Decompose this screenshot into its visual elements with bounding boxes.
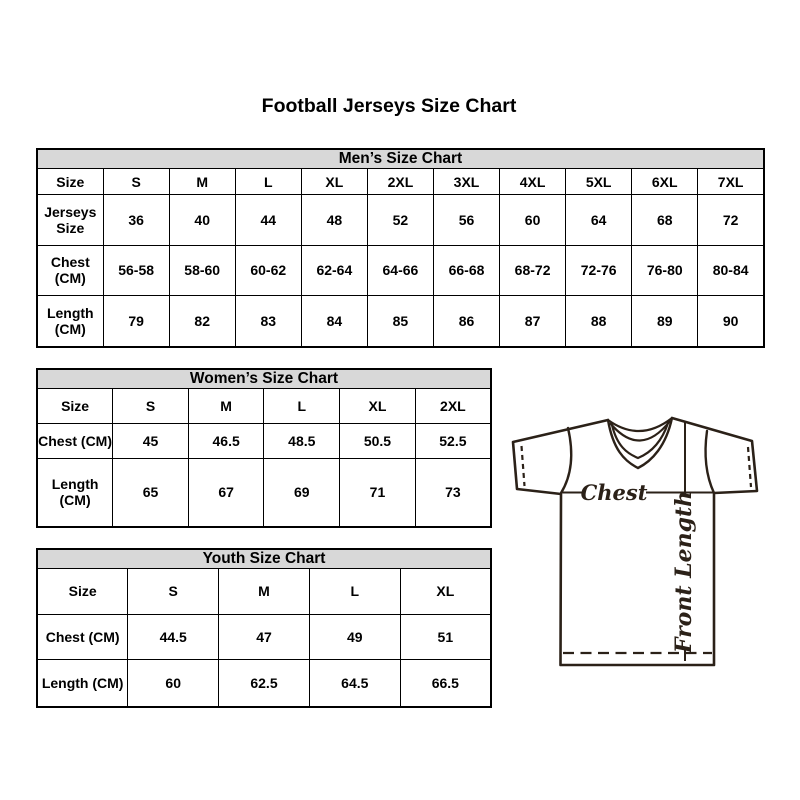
size-cell: XL bbox=[400, 569, 491, 615]
table-row bbox=[37, 423, 491, 458]
row-label: Chest (CM) bbox=[37, 614, 128, 660]
table-row bbox=[37, 389, 491, 424]
size-cell: 3XL bbox=[433, 169, 499, 195]
size-cell: 90 bbox=[698, 296, 764, 347]
size-cell: 84 bbox=[301, 296, 367, 347]
table-title-row bbox=[37, 549, 491, 569]
size-cell: 48.5 bbox=[264, 423, 340, 458]
row-label: Size bbox=[37, 169, 103, 195]
size-cell: 7XL bbox=[698, 169, 764, 195]
size-cell: 69 bbox=[264, 458, 340, 527]
left-armhole-seam bbox=[561, 428, 571, 493]
size-cell: L bbox=[235, 169, 301, 195]
size-cell: 85 bbox=[367, 296, 433, 347]
womens-size-table bbox=[36, 368, 492, 528]
table-row bbox=[37, 458, 491, 527]
size-cell: 72-76 bbox=[566, 245, 632, 296]
table-row bbox=[37, 614, 491, 660]
size-cell: XL bbox=[301, 169, 367, 195]
size-cell: 45 bbox=[113, 423, 189, 458]
size-cell: 66.5 bbox=[400, 660, 491, 707]
front-length-label: Front Length bbox=[671, 490, 697, 654]
size-cell: 76-80 bbox=[632, 245, 698, 296]
size-cell: 64-66 bbox=[367, 245, 433, 296]
right-armhole-seam bbox=[706, 431, 714, 493]
size-cell: 65 bbox=[113, 458, 189, 527]
row-label: Chest (CM) bbox=[37, 423, 113, 458]
size-cell: 44 bbox=[235, 195, 301, 246]
size-cell: 80-84 bbox=[698, 245, 764, 296]
row-label: Jerseys Size bbox=[37, 195, 103, 246]
size-cell: 44.5 bbox=[128, 614, 219, 660]
size-cell: 49 bbox=[309, 614, 400, 660]
table-row bbox=[37, 569, 491, 615]
size-cell: 2XL bbox=[367, 169, 433, 195]
table-title: Men’s Size Chart bbox=[37, 149, 764, 169]
right-cuff-dashed-line bbox=[748, 447, 751, 487]
size-cell: M bbox=[169, 169, 235, 195]
table-title: Youth Size Chart bbox=[37, 549, 491, 569]
table-row bbox=[37, 245, 764, 296]
size-cell: 62.5 bbox=[219, 660, 310, 707]
table-title: Women’s Size Chart bbox=[37, 369, 491, 389]
size-cell: S bbox=[128, 569, 219, 615]
row-label: Length (CM) bbox=[37, 660, 128, 707]
size-cell: 47 bbox=[219, 614, 310, 660]
size-cell: 56-58 bbox=[103, 245, 169, 296]
table-row bbox=[37, 296, 764, 347]
size-cell: M bbox=[188, 389, 264, 424]
row-label: Length (CM) bbox=[37, 458, 113, 527]
size-cell: L bbox=[309, 569, 400, 615]
row-label: Size bbox=[37, 389, 113, 424]
row-label: Size bbox=[37, 569, 128, 615]
size-cell: 46.5 bbox=[188, 423, 264, 458]
size-cell: 79 bbox=[103, 296, 169, 347]
table-row bbox=[37, 660, 491, 707]
size-cell: 50.5 bbox=[340, 423, 416, 458]
table-title-row bbox=[37, 369, 491, 389]
size-cell: 60-62 bbox=[235, 245, 301, 296]
size-cell: 58-60 bbox=[169, 245, 235, 296]
table-row bbox=[37, 195, 764, 246]
size-cell: 83 bbox=[235, 296, 301, 347]
row-label: Length (CM) bbox=[37, 296, 103, 347]
size-cell: 64 bbox=[566, 195, 632, 246]
size-cell: 73 bbox=[415, 458, 491, 527]
size-cell: 52 bbox=[367, 195, 433, 246]
size-cell: 4XL bbox=[500, 169, 566, 195]
size-cell: 2XL bbox=[415, 389, 491, 424]
size-cell: 6XL bbox=[632, 169, 698, 195]
size-cell: 51 bbox=[400, 614, 491, 660]
left-cuff-dashed-line bbox=[522, 446, 525, 486]
size-cell: 36 bbox=[103, 195, 169, 246]
size-cell: S bbox=[113, 389, 189, 424]
size-cell: 66-68 bbox=[433, 245, 499, 296]
youth-size-table bbox=[36, 548, 492, 708]
size-cell: 71 bbox=[340, 458, 416, 527]
size-cell: 68-72 bbox=[500, 245, 566, 296]
size-cell: L bbox=[264, 389, 340, 424]
size-cell: 87 bbox=[500, 296, 566, 347]
size-cell: 88 bbox=[566, 296, 632, 347]
mens-size-table bbox=[36, 148, 765, 348]
row-label: Chest (CM) bbox=[37, 245, 103, 296]
size-cell: 67 bbox=[188, 458, 264, 527]
size-cell: 64.5 bbox=[309, 660, 400, 707]
size-cell: S bbox=[103, 169, 169, 195]
jersey-outline bbox=[513, 418, 757, 665]
size-cell: 60 bbox=[500, 195, 566, 246]
size-cell: M bbox=[219, 569, 310, 615]
size-cell: 5XL bbox=[566, 169, 632, 195]
size-cell: 72 bbox=[698, 195, 764, 246]
table-title-row bbox=[37, 149, 764, 169]
size-cell: 86 bbox=[433, 296, 499, 347]
size-cell: 56 bbox=[433, 195, 499, 246]
size-cell: 89 bbox=[632, 296, 698, 347]
size-cell: 82 bbox=[169, 296, 235, 347]
page-title: Football Jerseys Size Chart bbox=[261, 95, 517, 117]
size-cell: 40 bbox=[169, 195, 235, 246]
size-cell: XL bbox=[340, 389, 416, 424]
table-row bbox=[37, 169, 764, 195]
size-cell: 68 bbox=[632, 195, 698, 246]
size-cell: 62-64 bbox=[301, 245, 367, 296]
size-cell: 60 bbox=[128, 660, 219, 707]
size-cell: 48 bbox=[301, 195, 367, 246]
chest-label: Chest bbox=[580, 480, 648, 505]
size-cell: 52.5 bbox=[415, 423, 491, 458]
jersey-measurement-diagram bbox=[504, 402, 768, 674]
